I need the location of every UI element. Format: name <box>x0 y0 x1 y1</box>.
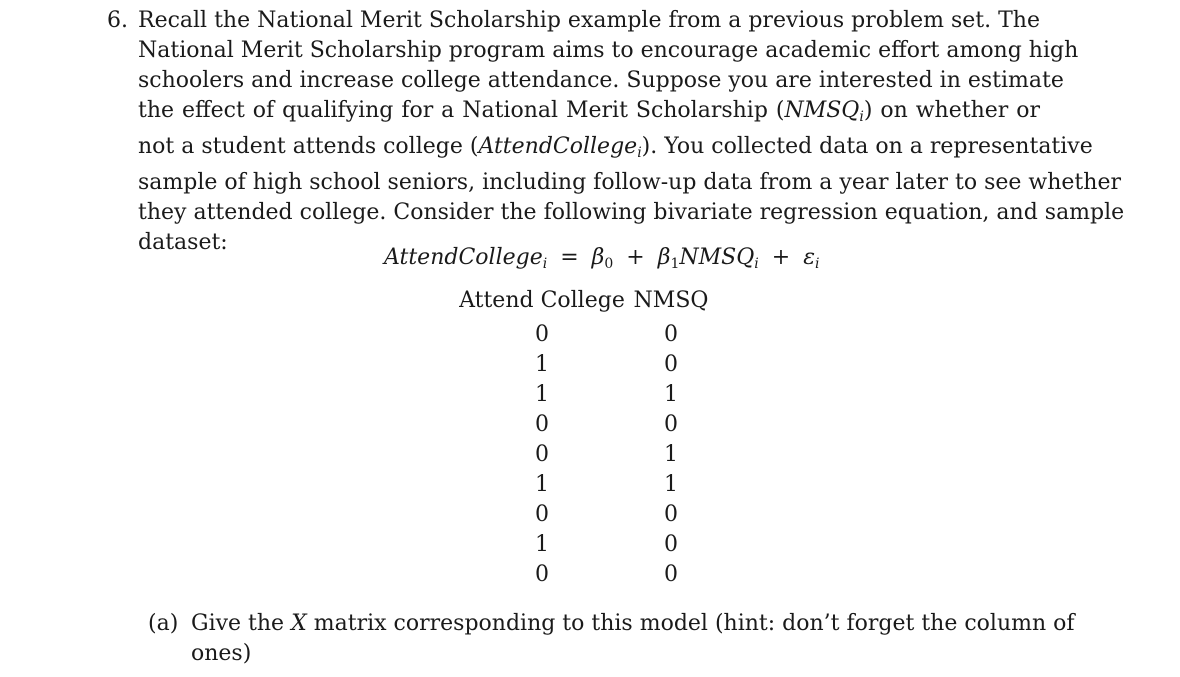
cell-nmsq: 0 <box>664 322 678 347</box>
statement-fragment: not a student attends college ( <box>138 134 479 159</box>
equation-lhs: AttendCollege <box>384 245 543 270</box>
equation-beta1-sub: 1 <box>670 256 680 272</box>
cell-attend-college: 1 <box>535 382 549 407</box>
table-row <box>454 560 712 590</box>
statement-fragment: the effect of qualifying for a National Merit Scholarship ( <box>138 98 785 123</box>
equation-beta0: β <box>591 245 605 270</box>
cell-nmsq: 1 <box>664 382 678 407</box>
statement-line: schoolers and increase college attendance. Suppose you are interested in estimate <box>138 68 1064 93</box>
statement-fragment: ). You collected data on a representative <box>641 134 1093 159</box>
part-a-question <box>191 609 1075 669</box>
sample-dataset-table <box>454 286 712 590</box>
cell-attend-college: 0 <box>535 412 549 437</box>
statement-line <box>138 132 1093 168</box>
statement-line: sample of high school seniors, including follow-up data from a year later to see whether <box>138 170 1121 195</box>
attend-variable: AttendCollege$_i$ <box>478 134 642 161</box>
equation-plus: + <box>771 245 791 270</box>
cell-nmsq: 0 <box>664 532 678 557</box>
table-row <box>454 500 712 530</box>
cell-attend-college: 1 <box>535 472 549 497</box>
equation-error: ε <box>803 245 815 270</box>
part-a-fragment: Give the <box>191 611 285 636</box>
table-row <box>454 440 712 470</box>
cell-nmsq: 0 <box>664 562 678 587</box>
table-header-row <box>454 286 712 320</box>
equation-error-sub: i <box>815 256 820 272</box>
part-a-line: ones) <box>191 641 252 666</box>
statement-line: dataset: <box>138 230 228 255</box>
equation-lhs-sub: i <box>542 256 548 272</box>
statement-line: they attended college. Consider the following bivariate regression equation, and sample <box>138 200 1125 225</box>
cell-attend-college: 0 <box>535 442 549 467</box>
table-row <box>454 470 712 500</box>
part-a-label: (a) <box>148 611 179 636</box>
cell-nmsq: 1 <box>664 442 678 467</box>
statement-line: National Merit Scholarship program aims to encourage academic effort among high <box>138 38 1079 63</box>
table-row <box>454 530 712 560</box>
cell-attend-college: 0 <box>535 502 549 527</box>
problem-number: 6. <box>107 8 128 33</box>
equation-regressor-sub: i <box>754 256 759 272</box>
equation-equals: = <box>560 245 579 270</box>
problem-statement <box>138 6 1125 258</box>
statement-line <box>138 96 1040 132</box>
equation-beta0-sub: 0 <box>604 256 614 272</box>
cell-attend-college: 1 <box>535 352 549 377</box>
cell-nmsq: 0 <box>664 412 678 437</box>
table-row <box>454 320 712 350</box>
column-header-nmsq: NMSQ <box>633 288 709 313</box>
statement-fragment: ) on whether or <box>863 98 1040 123</box>
matrix-variable: X <box>291 611 307 636</box>
part-a-fragment: matrix corresponding to this model (hint: don’t forget the column of <box>313 611 1075 636</box>
table-row <box>454 380 712 410</box>
cell-attend-college: 0 <box>535 562 549 587</box>
part-a-line <box>191 609 1075 639</box>
table-row <box>454 350 712 380</box>
equation-beta1: β <box>657 245 671 270</box>
regression-equation <box>384 243 819 279</box>
cell-attend-college: 1 <box>535 532 549 557</box>
equation-plus: + <box>626 245 645 270</box>
cell-nmsq: 0 <box>664 502 678 527</box>
equation-regressor: NMSQ <box>679 245 755 270</box>
cell-nmsq: 0 <box>664 352 678 377</box>
column-header-attend-college: Attend College <box>459 288 625 313</box>
statement-line: Recall the National Merit Scholarship example from a previous problem set. The <box>138 8 1040 33</box>
nmsq-variable: $NMSQ_i$ <box>784 98 864 125</box>
cell-nmsq: 1 <box>664 472 678 497</box>
cell-attend-college: 0 <box>535 322 549 347</box>
table-row <box>454 410 712 440</box>
